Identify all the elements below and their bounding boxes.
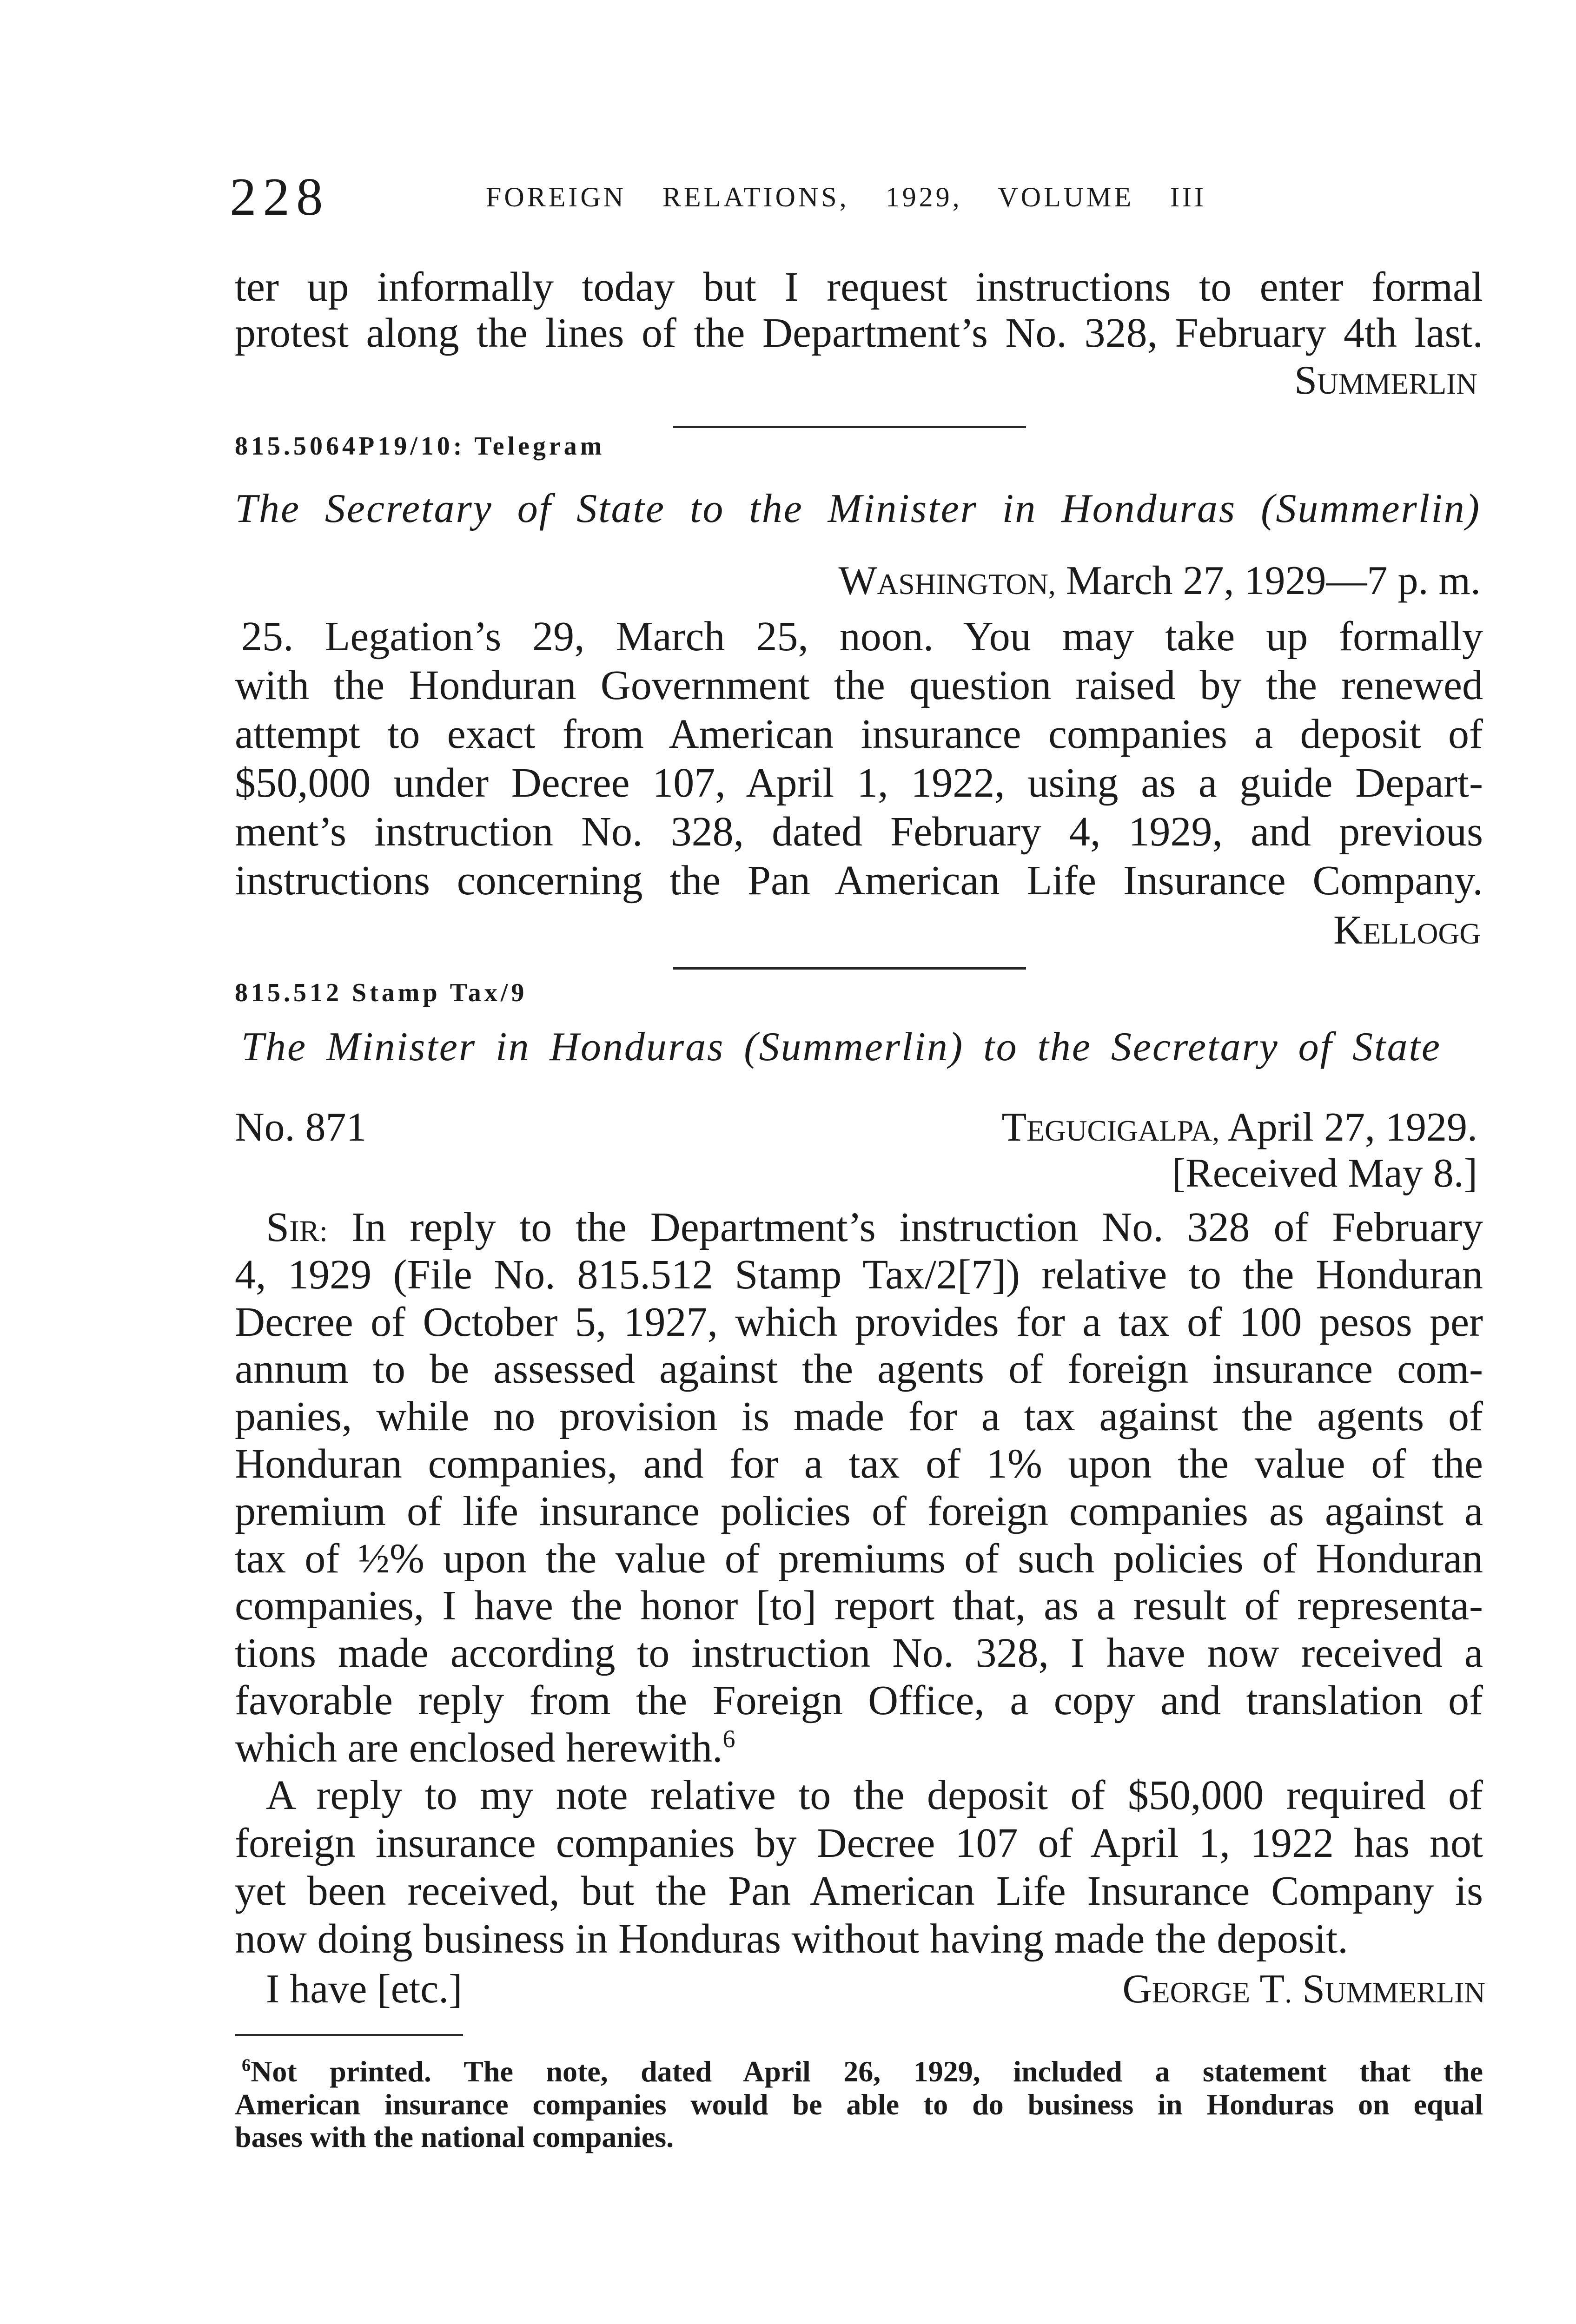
signature: KELLOGG [1333, 908, 1481, 953]
letter-line [235, 1725, 1483, 1771]
letter-line: favorable reply from the Foreign Office, a copy and translation of [235, 1677, 1483, 1723]
footnote-rule [235, 2034, 463, 2036]
dateline-date: March 27, 1929—7 p. m. [1066, 558, 1481, 603]
telegram-line: $50,000 under Decree 107, April 1, 1922, using as a guide Depart- [235, 760, 1483, 806]
letter-line: Decree of October 5, 1927, which provides for a tax of 100 pesos per [235, 1299, 1483, 1345]
telegram-line: instructions concerning the Pan American Life Insurance Company. [235, 858, 1483, 904]
received-note: [Received May 8.] [1172, 1151, 1477, 1196]
footnote-line-text: Not printed. The note, dated April 26, 1929, included a statement that the [251, 2055, 1483, 2088]
letter-line: now doing business in Honduras without having made the deposit. [235, 1916, 1348, 1962]
file-reference: 815.5064P19/10: Telegram [235, 432, 605, 461]
signature: SUMMERLIN [1294, 358, 1477, 403]
telegram-line: attempt to exact from American insurance companies a deposit of [235, 711, 1483, 757]
running-head: FOREIGN RELATIONS, 1929, VOLUME III [486, 182, 1206, 212]
dateline-place: TEGUCIGALPA, [1001, 1105, 1220, 1150]
letter-line: A reply to my note relative to the deposit of $50,000 required of [266, 1772, 1483, 1818]
dateline [839, 558, 1481, 607]
footnote-marker: 6 [242, 2055, 251, 2075]
telegram-line: with the Honduran Government the question raised by the renewed [235, 662, 1483, 708]
letter-line: tax of ½% upon the value of premiums of such policies of Honduran [235, 1536, 1483, 1582]
letter-line: tions made according to instruction No. 328, I have now received a [235, 1630, 1483, 1676]
continuation-line: protest along the lines of the Department’s No. 328, February 4th last. [235, 310, 1483, 356]
letter-line: premium of life insurance policies of foreign companies as against a [235, 1488, 1483, 1534]
telegram-line: 25. Legation’s 29, March 25, noon. You may take up formally [241, 614, 1483, 660]
letter-line: panies, while no provision is made for a tax against the agents of [235, 1393, 1483, 1439]
letter-line: companies, I have the honor [to] report that, as a result of representa- [235, 1583, 1483, 1629]
letter-line: Honduran companies, and for a tax of 1% upon the value of the [235, 1441, 1483, 1487]
file-reference: 815.512 Stamp Tax/9 [235, 978, 528, 1007]
closing: I have [etc.] [266, 1967, 463, 2012]
letter-line: foreign insurance companies by Decree 107 of April 1, 1922 has not [235, 1820, 1483, 1866]
dateline [1002, 1104, 1478, 1154]
document-number: No. 871 [235, 1105, 367, 1150]
salutation: SIR: [266, 1204, 328, 1250]
letter-line: yet been received, but the Pan American Life Insurance Company is [235, 1868, 1483, 1914]
dateline-date: April 27, 1929. [1227, 1105, 1477, 1150]
separator-rule [673, 426, 1026, 428]
separator-rule [673, 967, 1026, 970]
signature: GEORGE T. SUMMERLIN [1122, 1967, 1485, 2012]
dateline-place: WASHINGTON, [838, 558, 1056, 603]
footnote-line [242, 2055, 1483, 2088]
letter-line-text: In reply to the Department’s instruction No. 328 of February [351, 1204, 1483, 1250]
letter-line [266, 1204, 1483, 1254]
letter-line: 4, 1929 (File No. 815.512 Stamp Tax/2[7]) relative to the Honduran [235, 1252, 1483, 1298]
document-heading: The Secretary of State to the Minister in Honduras (Summerlin) [235, 486, 1481, 531]
page-number: 228 [230, 167, 330, 226]
document-heading: The Minister in Honduras (Summerlin) to the Secretary of State [241, 1024, 1441, 1070]
footnote-reference-marker: 6 [722, 1725, 735, 1753]
footnote-line: American insurance companies would be able to do business in Honduras on equal [235, 2088, 1483, 2121]
letter-line: annum to be assessed against the agents of foreign insurance com- [235, 1346, 1483, 1392]
letter-line-text: which are enclosed herewith. [235, 1725, 723, 1771]
footnote-line: bases with the national companies. [235, 2120, 674, 2153]
continuation-line: ter up informally today but I request instructions to enter formal [235, 264, 1483, 310]
telegram-line: ment’s instruction No. 328, dated February 4, 1929, and previous [235, 809, 1483, 855]
